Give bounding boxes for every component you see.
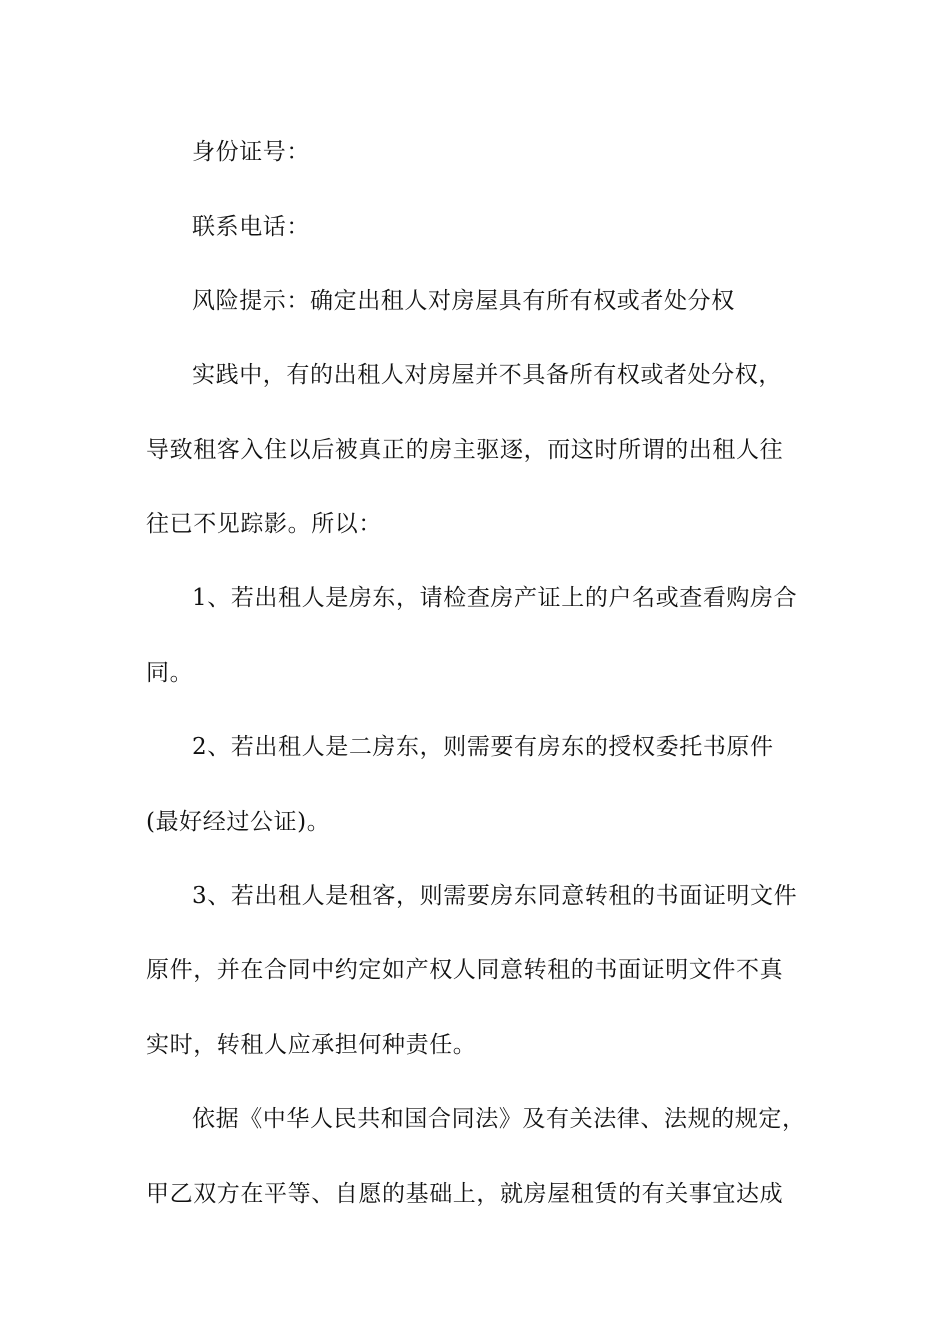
- legal-basis-line-2: 甲乙双方在平等、自愿的基础上，就房屋租赁的有关事宜达成: [146, 1181, 784, 1207]
- paragraph-practice-line-1: 实践中，有的出租人对房屋并不具备所有权或者处分权，: [192, 362, 782, 388]
- id-number-label: 身份证号：: [192, 139, 310, 165]
- item-1-line-1: 1、若出租人是房东，请检查房产证上的户名或查看购房合: [192, 585, 798, 611]
- item-2-line-1: 2、若出租人是二房东，则需要有房东的授权委托书原件: [192, 734, 774, 760]
- item-2-line-2: (最好经过公证)。: [146, 809, 331, 835]
- item-1-line-2: 同。: [146, 660, 194, 686]
- legal-basis-line-1: 依据《中华人民共和国合同法》及有关法律、法规的规定，: [192, 1106, 806, 1132]
- paragraph-practice-line-3: 往已不见踪影。所以：: [146, 511, 382, 537]
- item-3-line-1: 3、若出租人是租客，则需要房东同意转租的书面证明文件: [192, 883, 798, 909]
- phone-label: 联系电话：: [192, 214, 310, 240]
- risk-warning-heading: 风险提示：确定出租人对房屋具有所有权或者处分权: [192, 288, 735, 314]
- paragraph-practice-line-2: 导致租客入住以后被真正的房主驱逐，而这时所谓的出租人往: [146, 437, 784, 463]
- item-3-line-3: 实时，转租人应承担何种责任。: [146, 1032, 477, 1058]
- item-3-line-2: 原件，并在合同中约定如产权人同意转租的书面证明文件不真: [146, 957, 784, 983]
